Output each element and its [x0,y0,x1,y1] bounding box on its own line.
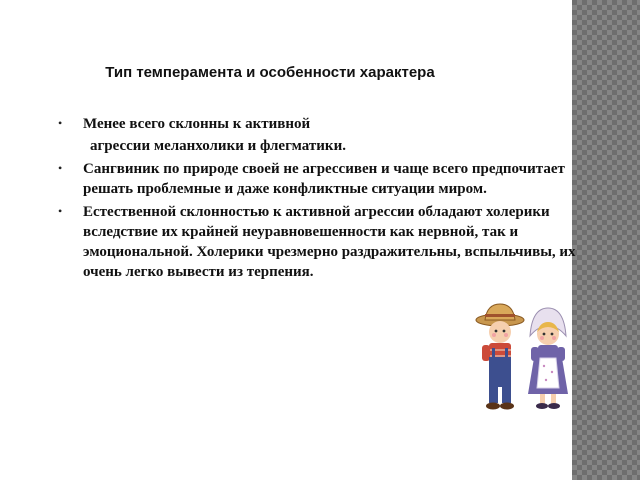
bullet-marker: • [58,204,63,218]
bullet-text-3: Естественной склонностью к активной агрессии обладают холерики вследствие их крайней неуравновешенности как нервной, так и эмоциональной. Холерики чрезмерно раздражительны, вспыльчивы, их очень легко вывести из терпения. [83,204,576,280]
bullet-item-2 [58,159,588,199]
boy-and-girl-dolls-icon [470,300,578,418]
bullet-item-3 [58,202,588,282]
bullet-marker: • [58,116,63,130]
slide-title: Тип темперамента и особенности характера [105,64,435,81]
bullet-text-1-continuation: агрессии меланхолики и флегматики. [90,138,346,154]
bullet-marker: • [58,161,63,175]
bullet-text-1: Менее всего склонны к активной [83,116,311,132]
bullet-list [58,114,588,282]
bullet-item-1 [58,114,588,134]
bullet-continuation-1 [58,136,588,156]
bullet-text-2: Сангвиник по природе своей не агрессивен и чаще всего предпочитает решать проблемные и даже конфликтные ситуации миром. [83,161,565,197]
